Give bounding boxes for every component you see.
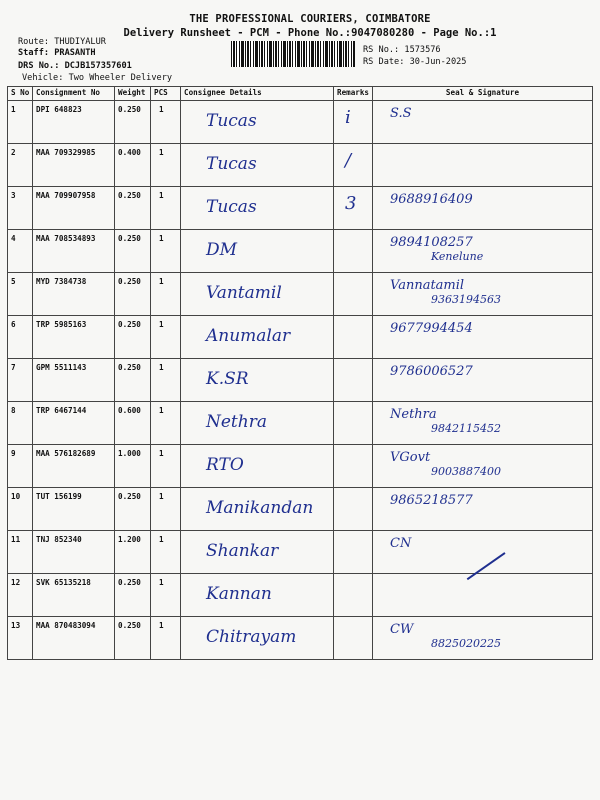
consignment-text: TNJ 852340 [36, 535, 82, 544]
consignee-cell [181, 574, 334, 617]
serial-number [8, 617, 33, 660]
consignment-text: TRP 6467144 [36, 406, 87, 415]
barcode-image [231, 41, 355, 67]
weight-cell [115, 273, 151, 316]
consignment-text: SVK 65135218 [36, 578, 91, 587]
remarks-cell [334, 273, 373, 316]
signature-phone: 9363194563 [431, 293, 501, 306]
serial-text: 8 [11, 406, 16, 415]
table-row [8, 144, 593, 187]
weight-cell [115, 144, 151, 187]
weight-text: 0.250 [118, 105, 141, 114]
consignment-text: MAA 576182689 [36, 449, 96, 458]
remarks-cell [334, 574, 373, 617]
signature-handwriting: 9786006527 [390, 364, 473, 379]
consignment-number [33, 531, 115, 574]
seal-cell [373, 316, 593, 359]
consignee-handwriting: Nethra [206, 412, 267, 432]
col-remarks: Remarks [334, 87, 373, 101]
remarks-cell [334, 101, 373, 144]
signature-handwriting: 9688916409 [390, 192, 473, 207]
pcs-text: 1 [159, 277, 164, 286]
serial-text: 2 [11, 148, 16, 157]
signature-handwriting: Vannatamil [390, 278, 465, 293]
remarks-handwriting: i [345, 107, 351, 128]
pcs-cell [151, 230, 181, 273]
consignee-handwriting: DM [206, 240, 238, 260]
weight-text: 0.250 [118, 320, 141, 329]
consignment-text: MAA 708534893 [36, 234, 96, 243]
signature-phone: 9842115452 [431, 422, 501, 435]
consignment-text: TUT 156199 [36, 492, 82, 501]
serial-text: 10 [11, 492, 21, 501]
serial-text: 3 [11, 191, 16, 200]
runsheet-title: Delivery Runsheet - PCM - Phone No.:9047080280 - Page No.:1 [123, 27, 497, 39]
consignment-number [33, 101, 115, 144]
table-row [8, 187, 593, 230]
signature-handwriting: Nethra [390, 407, 437, 422]
consignee-handwriting: Vantamil [206, 283, 282, 303]
pcs-cell [151, 316, 181, 359]
serial-number [8, 144, 33, 187]
consignment-text: MAA 709329985 [36, 148, 96, 157]
pcs-text: 1 [159, 578, 164, 587]
rs-date: RS Date: 30-Jun-2025 [363, 57, 467, 67]
consignee-cell [181, 230, 334, 273]
pcs-cell [151, 273, 181, 316]
consignment-number [33, 187, 115, 230]
col-consignee: Consignee Details [181, 87, 334, 101]
weight-cell [115, 230, 151, 273]
weight-cell [115, 316, 151, 359]
pcs-text: 1 [159, 621, 164, 630]
signature-phone: Kenelune [431, 250, 484, 263]
rs-number: RS No.: 1573576 [363, 45, 441, 55]
serial-number [8, 101, 33, 144]
consignee-handwriting: Kannan [206, 584, 272, 604]
weight-cell [115, 402, 151, 445]
weight-cell [115, 187, 151, 230]
serial-text: 5 [11, 277, 16, 286]
pcs-cell [151, 144, 181, 187]
seal-cell [373, 230, 593, 273]
consignment-number [33, 230, 115, 273]
consignee-cell [181, 531, 334, 574]
serial-number [8, 273, 33, 316]
drs-label: DRS No.: DCJB157357601 [18, 61, 132, 71]
weight-text: 0.250 [118, 363, 141, 372]
consignee-handwriting: Anumalar [206, 326, 291, 346]
consignment-text: GPM 5511143 [36, 363, 87, 372]
weight-text: 0.400 [118, 148, 141, 157]
consignment-text: DPI 648823 [36, 105, 82, 114]
weight-text: 0.600 [118, 406, 141, 415]
consignment-text: MYD 7384738 [36, 277, 87, 286]
serial-number [8, 402, 33, 445]
weight-cell [115, 617, 151, 660]
serial-text: 1 [11, 105, 16, 114]
consignee-cell [181, 144, 334, 187]
signature-phone: 8825020225 [431, 637, 501, 650]
remarks-cell [334, 445, 373, 488]
consignee-cell [181, 273, 334, 316]
weight-text: 0.250 [118, 277, 141, 286]
signature-handwriting: 9865218577 [390, 493, 473, 508]
seal-cell [373, 445, 593, 488]
pcs-cell [151, 359, 181, 402]
consignment-number [33, 359, 115, 402]
table-row [8, 488, 593, 531]
pcs-text: 1 [159, 320, 164, 329]
pcs-cell [151, 531, 181, 574]
consignment-number [33, 402, 115, 445]
consignment-text: TRP 5985163 [36, 320, 87, 329]
table-row [8, 402, 593, 445]
consignment-number [33, 445, 115, 488]
pcs-cell [151, 445, 181, 488]
table-row [8, 359, 593, 402]
consignee-handwriting: Shankar [206, 541, 279, 561]
signature-handwriting: CN [390, 536, 412, 551]
consignee-handwriting: Tucas [206, 111, 257, 131]
consignment-text: MAA 709907958 [36, 191, 96, 200]
weight-cell [115, 488, 151, 531]
consignment-number [33, 488, 115, 531]
serial-number [8, 445, 33, 488]
pcs-text: 1 [159, 492, 164, 501]
pcs-cell [151, 574, 181, 617]
route-label: Route: THUDIYALUR [18, 37, 106, 47]
signature-handwriting: 9894108257 [390, 235, 473, 250]
serial-text: 11 [11, 535, 21, 544]
serial-number [8, 316, 33, 359]
consignee-handwriting: Tucas [206, 154, 257, 174]
signature-handwriting: S.S [390, 106, 412, 121]
remarks-cell [334, 531, 373, 574]
signature-phone: 9003887400 [431, 465, 501, 478]
table-row [8, 617, 593, 660]
consignment-number [33, 273, 115, 316]
consignee-handwriting: RTO [206, 455, 244, 475]
serial-text: 4 [11, 234, 16, 243]
serial-number [8, 488, 33, 531]
seal-cell [373, 402, 593, 445]
consignee-cell [181, 187, 334, 230]
seal-cell [373, 359, 593, 402]
remarks-handwriting: 3 [345, 193, 357, 214]
weight-text: 1.200 [118, 535, 141, 544]
seal-cell [373, 273, 593, 316]
serial-number [8, 359, 33, 402]
weight-text: 0.250 [118, 492, 141, 501]
consignee-cell [181, 617, 334, 660]
table-row [8, 101, 593, 144]
consignee-cell [181, 445, 334, 488]
pcs-text: 1 [159, 363, 164, 372]
consignee-cell [181, 488, 334, 531]
weight-text: 0.250 [118, 621, 141, 630]
weight-text: 0.250 [118, 191, 141, 200]
remarks-cell [334, 144, 373, 187]
remarks-cell [334, 230, 373, 273]
remarks-cell [334, 402, 373, 445]
table-row [8, 230, 593, 273]
table-row [8, 316, 593, 359]
col-seal: Seal & Signature [373, 87, 593, 101]
signature-handwriting: VGovt [390, 450, 431, 465]
weight-cell [115, 359, 151, 402]
seal-cell [373, 144, 593, 187]
weight-cell [115, 574, 151, 617]
consignee-handwriting: Chitrayam [206, 627, 297, 647]
seal-cell [373, 488, 593, 531]
weight-text: 0.250 [118, 578, 141, 587]
serial-text: 9 [11, 449, 16, 458]
seal-cell [373, 617, 593, 660]
remarks-cell [334, 488, 373, 531]
serial-number [8, 531, 33, 574]
weight-text: 1.000 [118, 449, 141, 458]
pcs-text: 1 [159, 148, 164, 157]
pcs-text: 1 [159, 449, 164, 458]
col-sno: S No [8, 87, 33, 101]
weight-cell [115, 445, 151, 488]
pcs-cell [151, 617, 181, 660]
consignment-number [33, 574, 115, 617]
consignee-cell [181, 316, 334, 359]
signature-handwriting: CW [390, 622, 414, 637]
pcs-cell [151, 101, 181, 144]
consignee-cell [181, 101, 334, 144]
seal-cell [373, 101, 593, 144]
pcs-cell [151, 402, 181, 445]
remarks-cell [334, 359, 373, 402]
consignee-handwriting: Manikandan [206, 498, 314, 518]
col-consignment: Consignment No [33, 87, 115, 101]
signature-handwriting: 9677994454 [390, 321, 473, 336]
table-row [8, 445, 593, 488]
pcs-text: 1 [159, 535, 164, 544]
serial-number [8, 574, 33, 617]
pcs-text: 1 [159, 234, 164, 243]
pcs-text: 1 [159, 105, 164, 114]
serial-text: 13 [11, 621, 21, 630]
serial-number [8, 230, 33, 273]
col-weight: Weight [115, 87, 151, 101]
table-row [8, 273, 593, 316]
consignment-text: MAA 870483094 [36, 621, 96, 630]
weight-cell [115, 531, 151, 574]
seal-cell [373, 187, 593, 230]
table-header-row [8, 87, 593, 101]
serial-number [8, 187, 33, 230]
weight-text: 0.250 [118, 234, 141, 243]
consignee-handwriting: Tucas [206, 197, 257, 217]
vehicle-label: Vehicle: Two Wheeler Delivery [22, 73, 173, 83]
serial-text: 6 [11, 320, 16, 329]
remarks-cell [334, 187, 373, 230]
col-pcs: PCS [151, 87, 181, 101]
consignment-number [33, 617, 115, 660]
pcs-cell [151, 488, 181, 531]
consignment-number [33, 144, 115, 187]
consignment-number [33, 316, 115, 359]
consignee-cell [181, 359, 334, 402]
remarks-handwriting: / [345, 150, 352, 171]
remarks-cell [334, 617, 373, 660]
pcs-cell [151, 187, 181, 230]
company-title: THE PROFESSIONAL COURIERS, COIMBATORE [189, 13, 431, 25]
consignee-handwriting: K.SR [206, 369, 249, 389]
consignee-cell [181, 402, 334, 445]
serial-text: 7 [11, 363, 16, 372]
serial-text: 12 [11, 578, 21, 587]
weight-cell [115, 101, 151, 144]
pcs-text: 1 [159, 191, 164, 200]
remarks-cell [334, 316, 373, 359]
pcs-text: 1 [159, 406, 164, 415]
staff-label: Staff: PRASANTH [18, 48, 96, 58]
